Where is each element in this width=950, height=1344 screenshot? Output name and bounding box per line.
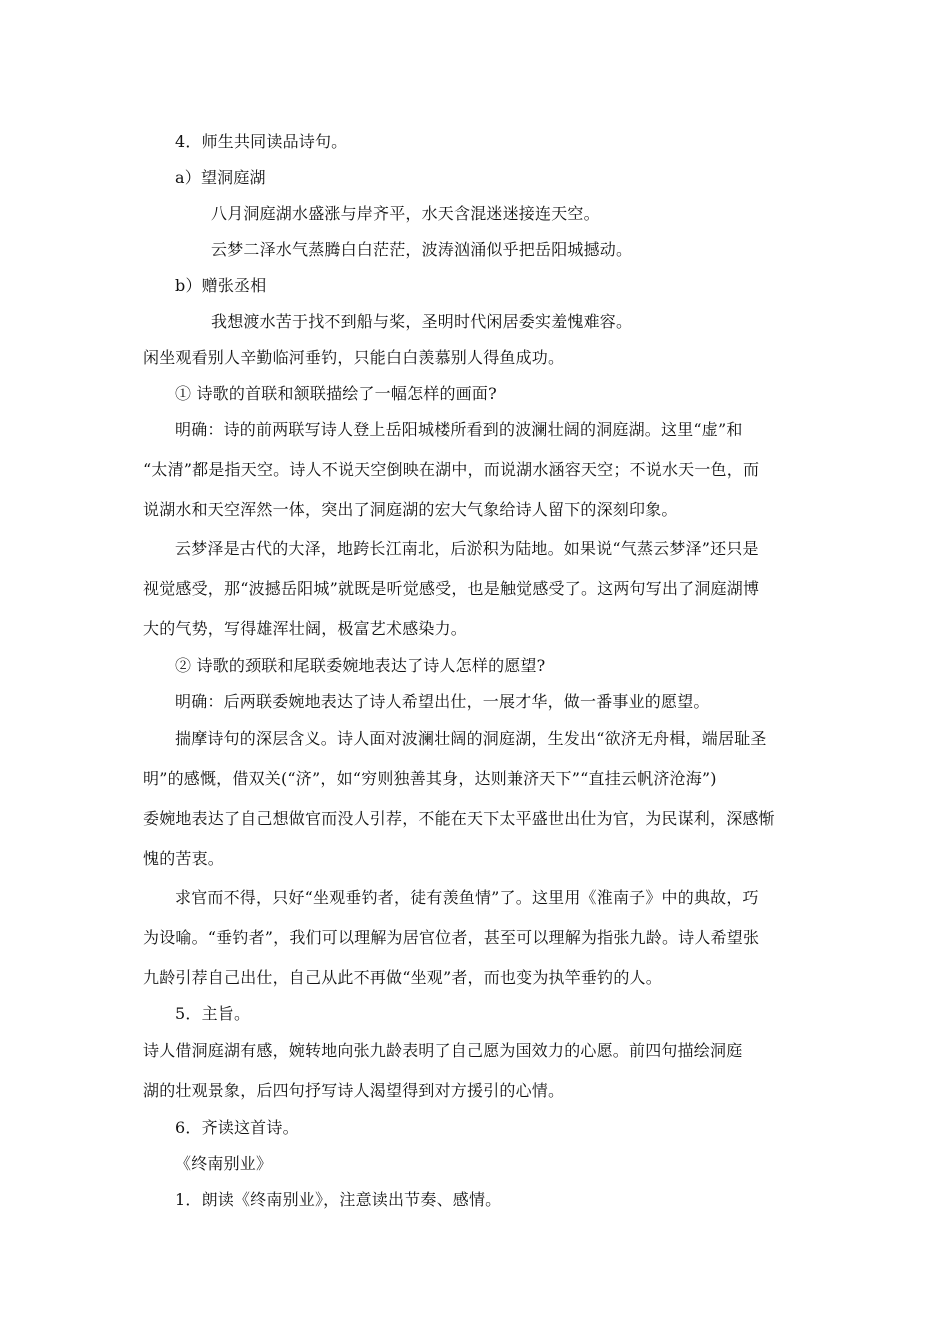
question: ① 诗歌的首联和颔联描绘了一幅怎样的画面? <box>175 384 497 403</box>
paragraph-line: 云梦泽是古代的大泽，地跨长江南北，后淤积为陆地。如果说“气蒸云梦泽”还只是 <box>175 539 759 558</box>
poem-line: 我想渡水苦于找不到船与桨，圣明时代闲居委实羞愧难容。 <box>211 312 633 331</box>
paragraph-line: 湖的壮观景象，后四句抒写诗人渴望得到对方援引的心情。 <box>143 1081 565 1100</box>
paragraph-line: 揣摩诗句的深层含义。诗人面对波澜壮阔的洞庭湖，生发出“欲济无舟楫，端居耻圣 <box>175 729 767 748</box>
poem-line: 云梦二泽水气蒸腾白白茫茫，波涛汹涌似乎把岳阳城撼动。 <box>211 240 633 259</box>
question: ② 诗歌的颈联和尾联委婉地表达了诗人怎样的愿望? <box>175 656 546 675</box>
poem-title: b）赠张丞相 <box>175 276 267 295</box>
poem-line: 闲坐观看别人辛勤临河垂钓，只能白白羡慕别人得鱼成功。 <box>143 348 565 367</box>
section-heading: 5．主旨。 <box>175 1004 251 1023</box>
paragraph-line: 九龄引荐自己出仕，自己从此不再做“坐观”者，而也变为执竿垂钓的人。 <box>143 968 662 987</box>
paragraph-line: “太清”都是指天空。诗人不说天空倒映在湖中，而说湖水涵容天空；不说水天一色，而 <box>143 460 760 479</box>
paragraph-line: 明确：诗的前两联写诗人登上岳阳城楼所看到的波澜壮阔的洞庭湖。这里“虚”和 <box>175 420 743 439</box>
paragraph-line: 求官而不得，只好“坐观垂钓者，徒有羡鱼情”了。这里用《淮南子》中的典故，巧 <box>175 888 759 907</box>
paragraph-line: 明”的感慨，借双关(“济”，如“穷则独善其身，达则兼济天下”“直挂云帆济沧海”) <box>143 769 717 788</box>
section-heading: 6．齐读这首诗。 <box>175 1118 299 1137</box>
poem-title: 《终南别业》 <box>175 1154 273 1173</box>
paragraph-line: 视觉感受，那“波撼岳阳城”就既是听觉感受，也是触觉感受了。这两句写出了洞庭湖博 <box>143 579 760 598</box>
paragraph-line: 为设喻。“垂钓者”，我们可以理解为居官位者，甚至可以理解为指张九龄。诗人希望张 <box>143 928 760 947</box>
paragraph-line: 明确：后两联委婉地表达了诗人希望出仕，一展才华，做一番事业的愿望。 <box>175 692 710 711</box>
paragraph-line: 诗人借洞庭湖有感，婉转地向张九龄表明了自己愿为国效力的心愿。前四句描绘洞庭 <box>143 1041 743 1060</box>
paragraph-line: 愧的苦衷。 <box>143 849 225 868</box>
section-heading: 4．师生共同读品诗句。 <box>175 132 348 151</box>
paragraph-line: 大的气势，写得雄浑壮阔，极富艺术感染力。 <box>143 619 468 638</box>
section-heading: 1．朗读《终南别业》，注意读出节奏、感情。 <box>175 1190 502 1209</box>
poem-line: 八月洞庭湖水盛涨与岸齐平，水天含混迷迷接连天空。 <box>211 204 600 223</box>
paragraph-line: 委婉地表达了自己想做官而没人引荐，不能在天下太平盛世出仕为官，为民谋利，深感惭 <box>143 809 775 828</box>
poem-title: a）望洞庭湖 <box>175 168 266 187</box>
paragraph-line: 说湖水和天空浑然一体，突出了洞庭湖的宏大气象给诗人留下的深刻印象。 <box>143 500 678 519</box>
